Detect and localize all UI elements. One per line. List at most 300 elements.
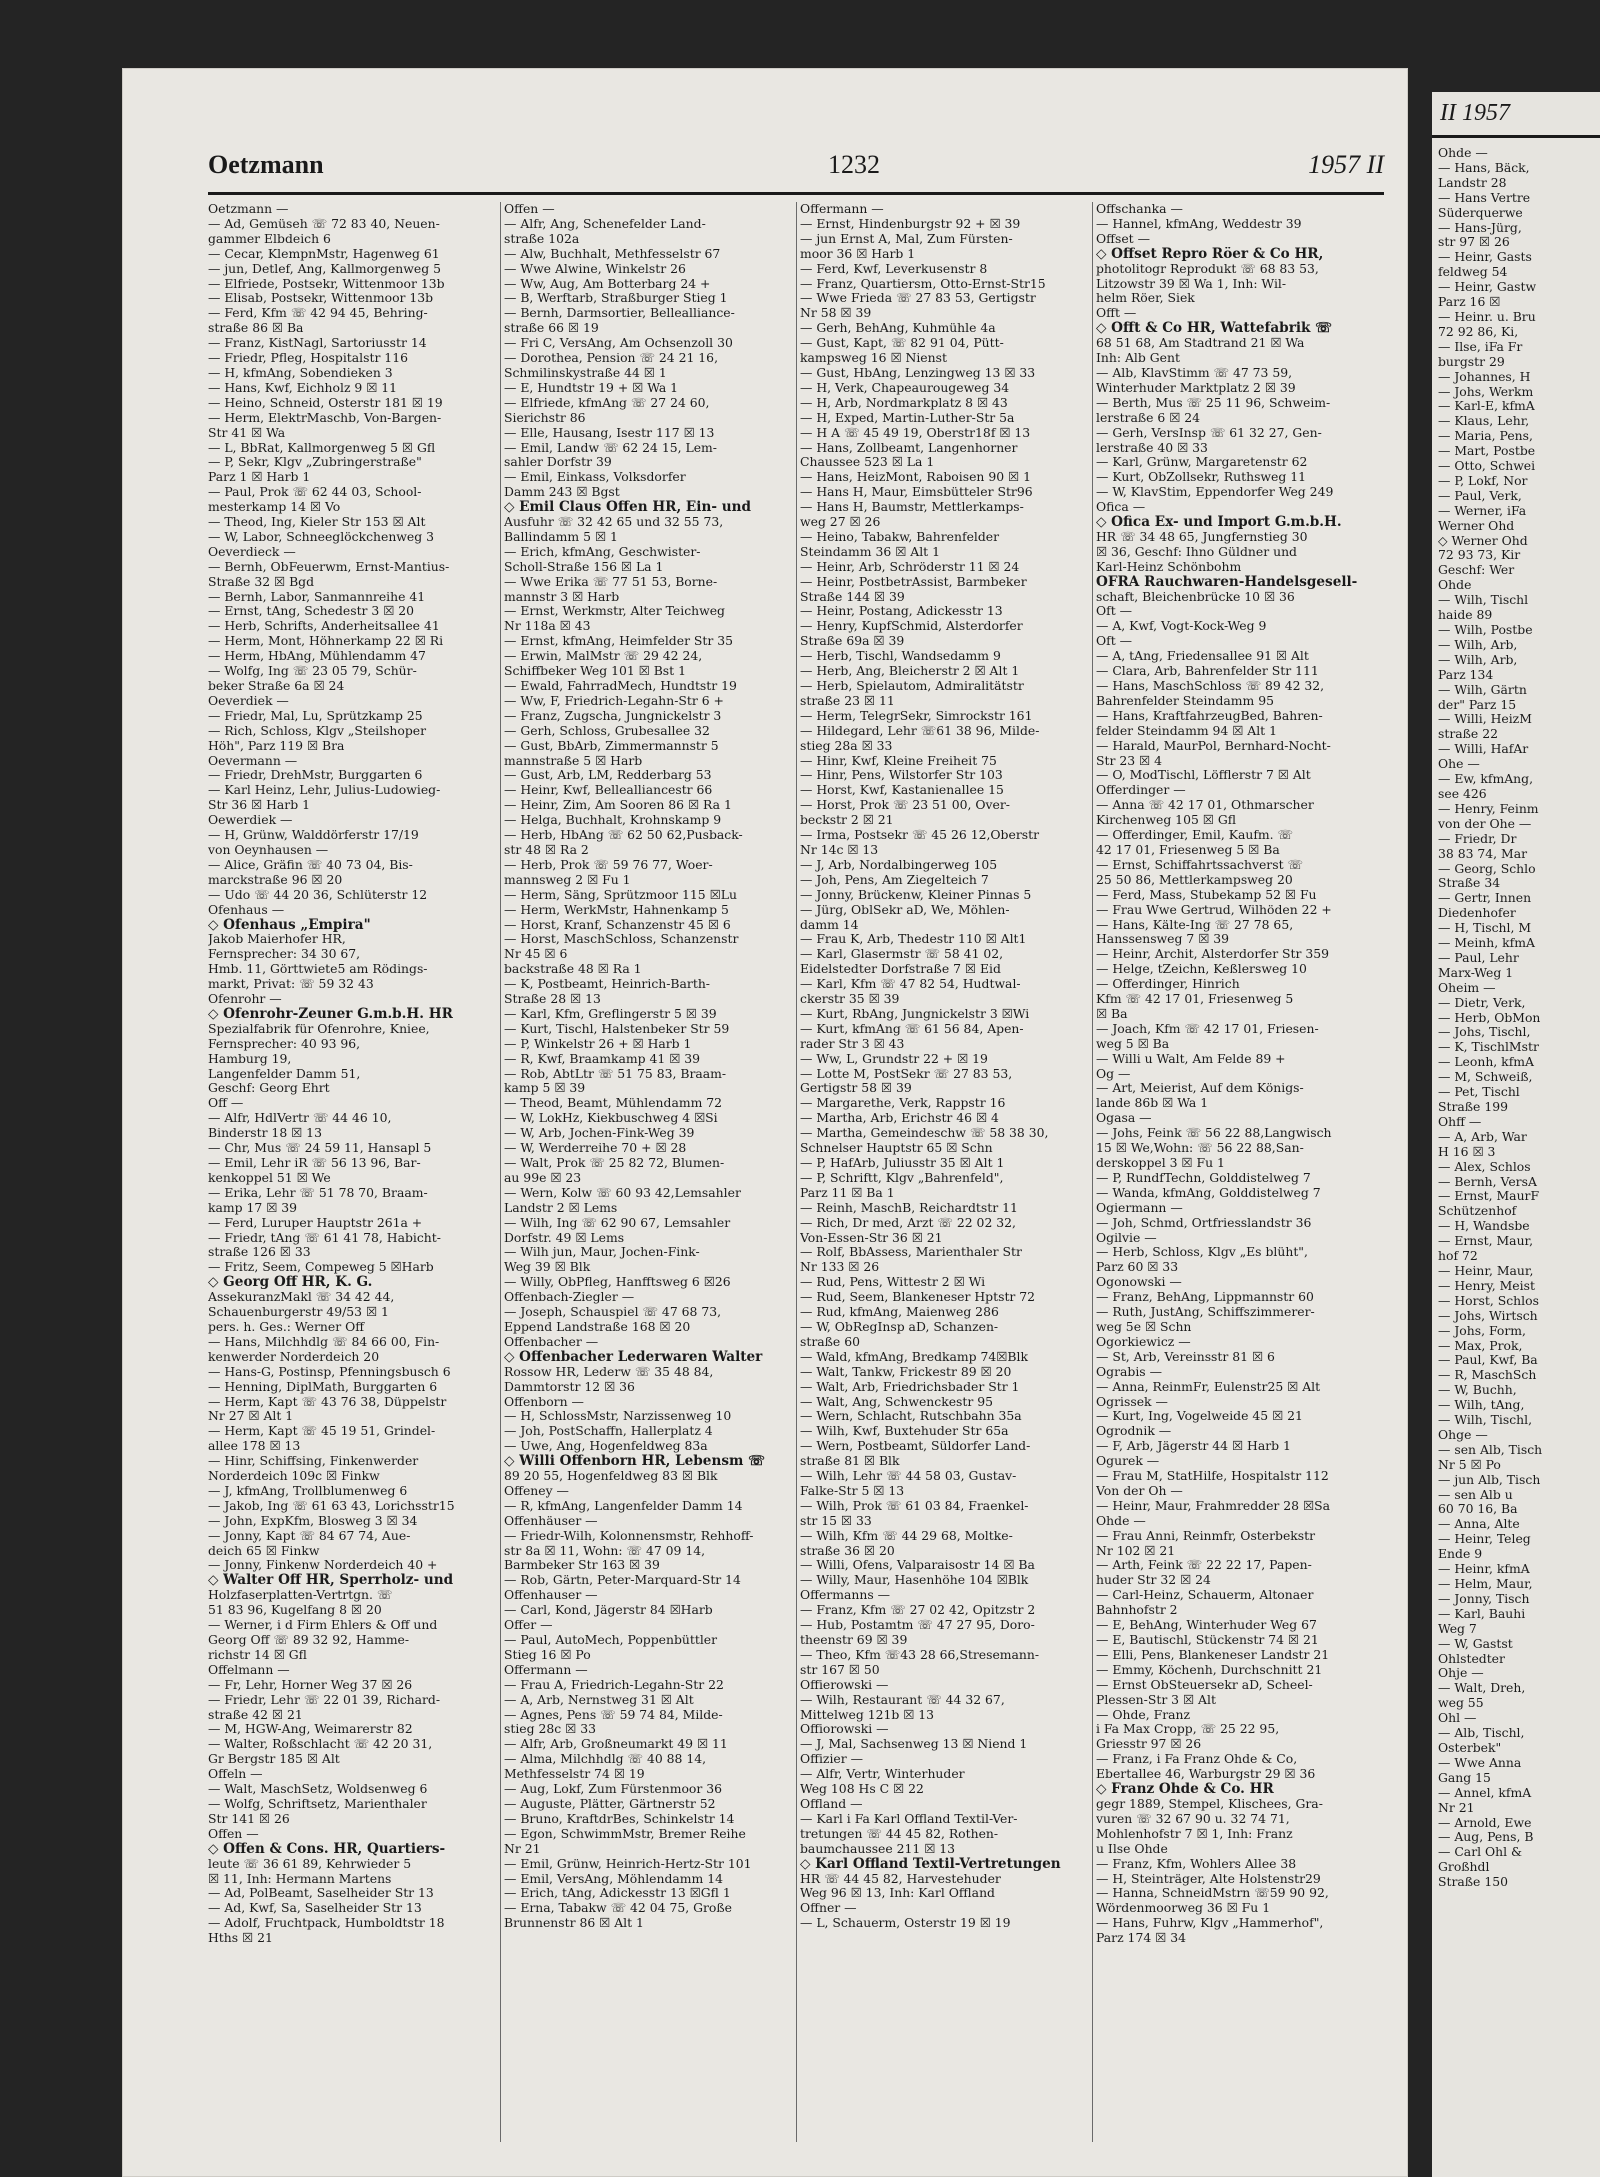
directory-entry: Schmilinskystraße 44 ☒ 1 xyxy=(504,365,667,380)
directory-entry: Plessen-Str 3 ☒ Alt xyxy=(1096,1692,1216,1707)
directory-entry: Parz 11 ☒ Ba 1 xyxy=(800,1185,895,1200)
directory-entry: — jun Ernst A, Mal, Zum Fürsten- xyxy=(800,231,1013,246)
next-page-entry: — Arnold, Ewe xyxy=(1438,1814,1532,1830)
directory-entry: — Herb, Schloss, Klgv „Es blüht", xyxy=(1096,1245,1308,1260)
next-page-entry: — Herb, ObMon xyxy=(1438,1009,1541,1025)
directory-entry: 25 50 86, Mettlerkampsweg 20 xyxy=(1096,872,1293,887)
directory-entry: Rossow HR, Lederw ☏ 35 48 84, xyxy=(504,1364,714,1379)
directory-entry: — Carl, Kond, Jägerstr 84 ☒Harb xyxy=(504,1603,713,1618)
directory-entry: — Franz, Kfm, Wohlers Allee 38 xyxy=(1096,1856,1297,1871)
directory-entry: vuren ☏ 32 67 90 u. 32 74 71, xyxy=(1096,1811,1290,1826)
directory-entry: — Offerdinger, Hinrich xyxy=(1096,977,1240,992)
next-page-entry: 72 92 86, Ki, xyxy=(1438,323,1519,339)
next-page-entry: — Heinr, Gasts xyxy=(1438,249,1532,265)
directory-entry: Off — xyxy=(208,1096,244,1111)
directory-entry: — Ferd, Luruper Hauptstr 261a + xyxy=(208,1215,423,1230)
directory-entry: richstr 14 ☒ Gfl xyxy=(208,1647,307,1662)
next-page-entry: — sen Alb u xyxy=(1438,1486,1513,1502)
directory-entry: — Emil, Grünw, Heinrich-Hertz-Str 101 xyxy=(504,1856,752,1871)
directory-entry: — H, SchlossMstr, Narzissenweg 10 xyxy=(504,1409,732,1424)
next-page-entry: str 97 ☒ 26 xyxy=(1438,234,1510,250)
directory-entry: — Hans, Milchhdlg ☏ 84 66 00, Fin- xyxy=(208,1334,440,1349)
directory-entry: straße 36 ☒ 20 xyxy=(800,1543,895,1558)
next-page-entry: — Henry, Meist xyxy=(1438,1277,1535,1293)
directory-entry: — Ernst, kfmAng, Heimfelder Str 35 xyxy=(504,634,734,649)
next-page-entry: — Alex, Schlos xyxy=(1438,1158,1531,1174)
column-3 xyxy=(800,202,1086,2162)
directory-entry: — Karl Heinz, Lehr, Julius-Ludowieg- xyxy=(208,783,441,798)
columns xyxy=(208,202,1384,2162)
next-page-entry: — Otto, Schwei xyxy=(1438,458,1536,474)
directory-entry: — Alb, KlavStimm ☏ 47 73 59, xyxy=(1096,365,1293,380)
directory-entry: 68 51 68, Am Stadtrand 21 ☒ Wa xyxy=(1096,336,1305,351)
directory-entry: — Wern, Kolw ☏ 60 93 42,Lemsahler xyxy=(504,1185,741,1200)
directory-entry: — Bruno, KraftdrBes, Schinkelstr 14 xyxy=(504,1811,735,1826)
next-page-entry: — Johs, Form, xyxy=(1438,1322,1526,1338)
directory-entry: — Jonny, Brückenw, Kleiner Pinnas 5 xyxy=(800,887,1032,902)
next-page-header: II 1957 xyxy=(1432,92,1600,138)
running-head-year: 1957 II xyxy=(1308,150,1384,179)
directory-entry: tretungen ☏ 44 45 82, Rothen- xyxy=(800,1826,999,1841)
directory-entry: — Rich, Schloss, Klgv „Steilshoper xyxy=(208,723,427,738)
directory-entry: — Margarethe, Verk, Rappstr 16 xyxy=(800,1096,1006,1111)
directory-entry: — Friedr, Lehr ☏ 22 01 39, Richard- xyxy=(208,1692,441,1707)
directory-entry: — J, Arb, Nordalbingerweg 105 xyxy=(800,857,998,872)
next-page-entry: Landstr 28 xyxy=(1438,174,1507,190)
directory-entry: — Heinr, Archit, Alsterdorfer Str 359 xyxy=(1096,947,1330,962)
directory-entry: — Hinr, Schiffsing, Finkenwerder xyxy=(208,1454,419,1469)
directory-entry: str 167 ☒ 50 xyxy=(800,1662,880,1677)
next-page-entry: — Werner, iFa xyxy=(1438,502,1527,518)
directory-entry: Oeverdiek — xyxy=(208,693,289,708)
directory-entry: — Dorothea, Pension ☏ 24 21 16, xyxy=(504,351,719,366)
next-page-entry: — Heinr, Gastw xyxy=(1438,279,1537,295)
directory-entry: — Uwe, Ang, Hogenfeldweg 83a xyxy=(504,1439,708,1454)
directory-entry: — Hans, Kwf, Eichholz 9 ☒ 11 xyxy=(208,380,398,395)
directory-entry: — Wwe Frieda ☏ 27 83 53, Gertigstr xyxy=(800,291,1036,306)
next-page-entry: Ende 9 xyxy=(1438,1546,1483,1562)
directory-entry: Offenhauser — xyxy=(504,1588,598,1603)
directory-entry: ◇ Ofenrohr-Zeuner G.m.b.H. HR xyxy=(208,1006,453,1022)
directory-entry: — R, kfmAng, Langenfelder Damm 14 xyxy=(504,1498,743,1513)
directory-entry: i Fa Max Cropp, ☏ 25 22 95, xyxy=(1096,1722,1280,1737)
directory-entry: Hanssensweg 7 ☒ 39 xyxy=(1096,932,1230,947)
next-page-entry: Ohde — xyxy=(1438,145,1488,160)
directory-entry: Offermanns — xyxy=(800,1588,891,1603)
directory-entry: — Ww, L, Grundstr 22 + ☒ 19 xyxy=(800,1051,988,1066)
directory-entry: — Helge, tZeichn, Keßlersweg 10 xyxy=(1096,962,1307,977)
directory-entry: weg 5e ☒ Schn xyxy=(1096,1319,1192,1334)
directory-entry: photolitogr Reprodukt ☏ 68 83 53, xyxy=(1096,261,1319,276)
directory-entry: — Kurt, ObZollsekr, Ruthsweg 11 xyxy=(1096,470,1306,485)
directory-entry: Damm 243 ☒ Bgst xyxy=(504,485,620,500)
directory-entry: — Walt, MaschSetz, Woldsenweg 6 xyxy=(208,1782,428,1797)
directory-entry: — Art, Meierist, Auf dem Königs- xyxy=(1096,1081,1304,1096)
directory-entry: mannstr 3 ☒ Harb xyxy=(504,589,620,604)
next-page-entry: Werner Ohd xyxy=(1438,517,1515,533)
directory-entry: — Frau Wwe Gertrud, Wilhöden 22 + xyxy=(1096,902,1332,917)
directory-entry: mannsweg 2 ☒ Fu 1 xyxy=(504,872,631,887)
directory-entry: Nr 102 ☒ 21 xyxy=(1096,1543,1176,1558)
next-page-entry: see 426 xyxy=(1438,785,1487,801)
directory-entry: 51 83 96, Kugelfang 8 ☒ 20 xyxy=(208,1603,382,1618)
directory-entry: — Ferd, Kfm ☏ 42 94 45, Behring- xyxy=(208,306,428,321)
directory-entry: — Walt, Arb, Friedrichsbader Str 1 xyxy=(800,1379,1020,1394)
directory-entry: ◇ Offt & Co HR, Wattefabrik ☏ xyxy=(1096,321,1333,337)
next-page-entry: — Walt, Dreh, xyxy=(1438,1680,1526,1696)
directory-entry: Eppend Landstraße 168 ☒ 20 xyxy=(504,1319,691,1334)
directory-entry: Bahrenfelder Steindamm 95 xyxy=(1096,693,1274,708)
directory-entry: — Herb, Schrifts, Anderheitsallee 41 xyxy=(208,619,440,634)
directory-entry: — Rud, Seem, Blankeneser Hptstr 72 xyxy=(800,1290,1036,1305)
directory-entry: — Hans H, Baumstr, Mettlerkamps- xyxy=(800,500,1024,515)
directory-entry: — Friedr, Mal, Lu, Sprützkamp 25 xyxy=(208,708,423,723)
directory-entry: — Horst, Kwf, Kastanienallee 15 xyxy=(800,783,1004,798)
directory-entry: — M, HGW-Ang, Weimarerstr 82 xyxy=(208,1722,413,1737)
directory-entry: Offizier — xyxy=(800,1752,863,1767)
directory-entry: — Erna, Tabakw ☏ 42 04 75, Große xyxy=(504,1901,732,1916)
directory-entry: Offt — xyxy=(1096,306,1137,321)
directory-entry: mannstraße 5 ☒ Harb xyxy=(504,753,643,768)
next-page-entry: — Heinr, kfmA xyxy=(1438,1561,1530,1577)
directory-entry: Offerdinger — xyxy=(1096,783,1186,798)
directory-entry: Falke-Str 5 ☒ 13 xyxy=(800,1483,905,1498)
next-page-entry: — Max, Prok, xyxy=(1438,1337,1523,1353)
directory-entry: — Johs, Feink ☏ 56 22 88,Langwisch xyxy=(1096,1126,1332,1141)
next-page-entry: — Heinr, Maur, xyxy=(1438,1262,1534,1278)
directory-entry: — Henning, DiplMath, Burggarten 6 xyxy=(208,1379,438,1394)
directory-entry: Von der Oh — xyxy=(1096,1483,1183,1498)
directory-entry: — Willi u Walt, Am Felde 89 + xyxy=(1096,1051,1286,1066)
next-page-entry: — Mart, Postbe xyxy=(1438,443,1536,459)
next-page-entry: — Paul, Lehr xyxy=(1438,949,1519,965)
next-page-entry: — Hans, Bäck, xyxy=(1438,159,1530,175)
directory-entry: Hths ☒ 21 xyxy=(208,1931,273,1946)
directory-entry: — Herb, Tischl, Wandsedamm 9 xyxy=(800,649,1001,664)
directory-entry: Schnelser Hauptstr 65 ☒ Schn xyxy=(800,1141,993,1156)
next-page-entry: — Karl-E, kfmA xyxy=(1438,398,1535,414)
directory-entry: — Gust, Arb, LM, Redderbarg 53 xyxy=(504,768,712,783)
directory-entry: — Henry, KupfSchmid, Alsterdorfer xyxy=(800,619,1023,634)
directory-entry: derskoppel 3 ☒ Fu 1 xyxy=(1096,1156,1225,1170)
directory-entry: — Frau Anni, Reinmfr, Osterbekstr xyxy=(1096,1528,1316,1543)
directory-entry: Nr 58 ☒ 39 xyxy=(800,306,872,321)
directory-entry: — Hans, HeizMont, Raboisen 90 ☒ 1 xyxy=(800,470,1031,485)
directory-entry: Kirchenweg 105 ☒ Gfl xyxy=(1096,813,1236,828)
directory-entry: Fernsprecher: 40 93 96, xyxy=(208,1036,361,1051)
directory-entry: — Fritz, Seem, Compeweg 5 ☒Harb xyxy=(208,1260,434,1275)
directory-entry: — Wwe Alwine, Winkelstr 26 xyxy=(504,261,686,276)
directory-entry: — John, ExpKfm, Blosweg 3 ☒ 34 xyxy=(208,1513,418,1528)
next-page-entry: Straße 34 xyxy=(1438,875,1501,891)
next-page-entry: — Wilh, Postbe xyxy=(1438,622,1533,637)
directory-entry: — Theo, Kfm ☏43 28 66,Stresemann- xyxy=(800,1647,1040,1662)
directory-entry: Sierichstr 86 xyxy=(504,410,586,425)
directory-entry: Offen — xyxy=(208,1826,259,1841)
directory-entry: Binderstr 18 ☒ 13 xyxy=(208,1126,322,1141)
next-page-entry: — Klaus, Lehr, xyxy=(1438,413,1530,429)
next-page-entry: Nr 21 xyxy=(1438,1799,1475,1815)
directory-entry: ◇ Karl Offland Textil-Vertretungen xyxy=(800,1856,1061,1872)
directory-entry: — Jonny, Kapt ☏ 84 67 74, Aue- xyxy=(208,1528,411,1543)
directory-entry: — Wern, Postbeamt, Süldorfer Land- xyxy=(800,1439,1031,1454)
directory-entry: — Hans-G, Postinsp, Pfenningsbusch 6 xyxy=(208,1364,451,1379)
directory-entry: — Ruth, JustAng, Schiffszimmerer- xyxy=(1096,1305,1315,1320)
directory-entry: — St, Arb, Vereinsstr 81 ☒ 6 xyxy=(1096,1349,1275,1364)
next-page-entry: — Hans Vertre xyxy=(1438,189,1531,205)
directory-entry: — Hans, Zollbeamt, Langenhorner xyxy=(800,440,1018,455)
directory-entry: Spezialfabrik für Ofenrohre, Kniee, xyxy=(208,1021,430,1036)
next-page-lines xyxy=(1432,146,1600,1890)
directory-entry: Og — xyxy=(1096,1066,1131,1081)
directory-entry: Offenbach-Ziegler — xyxy=(504,1290,635,1305)
directory-entry: Straße 144 ☒ 39 xyxy=(800,589,905,604)
directory-entry: — Gerh, BehAng, Kuhmühle 4a xyxy=(800,321,996,336)
next-page-entry: Straße 199 xyxy=(1438,1099,1508,1114)
next-page-entry: Gang 15 xyxy=(1438,1769,1491,1785)
directory-entry: felder Steindamm 94 ☒ Alt 1 xyxy=(1096,723,1277,738)
directory-entry: Parz 60 ☒ 33 xyxy=(1096,1260,1179,1275)
directory-entry: Str 141 ☒ 26 xyxy=(208,1811,290,1826)
directory-entry: — A, tAng, Friedensallee 91 ☒ Alt xyxy=(1096,649,1309,664)
directory-entry: — Joseph, Schauspiel ☏ 47 68 73, xyxy=(504,1305,722,1320)
directory-entry: — P, RundfTechn, Golddistelweg 7 xyxy=(1096,1170,1311,1185)
directory-entry: — Arth, Feink ☏ 22 22 17, Papen- xyxy=(1096,1558,1312,1573)
directory-entry: Ofenhaus — xyxy=(208,902,285,917)
directory-entry: — Alw, Buchhalt, Methfesselstr 67 xyxy=(504,246,721,261)
directory-entry: AssekuranzMakl ☏ 34 42 44, xyxy=(208,1290,395,1305)
directory-entry: — Aug, Lokf, Zum Fürstenmoor 36 xyxy=(504,1782,723,1797)
page-header xyxy=(208,150,1384,190)
directory-entry: — B, Werftarb, Straßburger Stieg 1 xyxy=(504,291,728,306)
directory-entry: — Heinr, Postang, Adickesstr 13 xyxy=(800,604,1003,619)
directory-entry: ◇ Walter Off HR, Sperrholz- und xyxy=(208,1573,454,1589)
directory-entry: — P, Schriftt, Klgv „Bahrenfeld", xyxy=(800,1170,1004,1185)
directory-entry: kampsweg 16 ☒ Nienst xyxy=(800,351,947,366)
directory-entry: Str 23 ☒ 4 xyxy=(1096,753,1162,768)
next-page-entry: — M, Schweiß, xyxy=(1438,1069,1533,1085)
directory-entry: Nr 21 xyxy=(504,1841,541,1856)
directory-entry: — Rob, Gärtn, Peter-Marquard-Str 14 xyxy=(504,1573,741,1588)
directory-entry: — Hans H, Maur, Eimsbütteler Str96 xyxy=(800,485,1033,500)
directory-entry: — Erich, kfmAng, Geschwister- xyxy=(504,544,701,559)
directory-entry: — W, ObRegInsp aD, Schanzen- xyxy=(800,1319,999,1334)
directory-entry: Bahnhofstr 2 xyxy=(1096,1603,1178,1618)
directory-entry: Inh: Alb Gent xyxy=(1096,351,1180,366)
directory-entry: — Friedr, tAng ☏ 61 41 78, Habicht- xyxy=(208,1230,441,1245)
next-page-entry: Parz 16 ☒ xyxy=(1438,294,1501,310)
directory-entry: — Alfr, Vertr, Winterhuder xyxy=(800,1767,965,1782)
directory-entry: — Hans, Kälte-Ing ☏ 27 78 65, xyxy=(1096,917,1294,932)
next-page-entry: — Johs, Werkm xyxy=(1438,383,1534,399)
directory-entry: — Ewald, FahrradMech, Hundtstr 19 xyxy=(504,679,737,693)
directory-entry: Landstr 2 ☒ Lems xyxy=(504,1200,618,1215)
directory-entry: Winterhuder Marktplatz 2 ☒ 39 xyxy=(1096,380,1296,395)
next-page-entry: — Helm, Maur, xyxy=(1438,1576,1533,1591)
next-page-entry: — Aug, Pens, B xyxy=(1438,1829,1534,1845)
directory-entry: — Hanna, SchneidMstrn ☏59 90 92, xyxy=(1096,1886,1329,1901)
directory-entry: Nr 118a ☒ 43 xyxy=(504,619,591,634)
directory-entry: Str 41 ☒ Wa xyxy=(208,425,286,440)
directory-entry: — Jonny, Finkenw Norderdeich 40 + xyxy=(208,1558,438,1573)
directory-entry: — Wilh, Kfm ☏ 44 29 68, Moltke- xyxy=(800,1528,1013,1543)
directory-entry: straße 86 ☒ Ba xyxy=(208,321,304,336)
next-page-entry: — Paul, Kwf, Ba xyxy=(1438,1352,1538,1368)
directory-entry: — Wald, kfmAng, Bredkamp 74☒Blk xyxy=(800,1349,1028,1364)
directory-entry: — Ernst, Werkmstr, Alter Teichweg xyxy=(504,604,725,619)
next-page-entry: burgstr 29 xyxy=(1438,353,1505,369)
directory-entry: — Willy, Maur, Hasenhöhe 104 ☒Blk xyxy=(800,1573,1029,1588)
directory-entry: — Theod, Beamt, Mühlendamm 72 xyxy=(504,1096,723,1111)
directory-entry: — Reinh, MaschB, Reichardtstr 11 xyxy=(800,1200,1018,1215)
directory-entry: — Walt, Prok ☏ 25 82 72, Blumen- xyxy=(504,1156,725,1170)
next-page-entry: Nr 5 ☒ Po xyxy=(1438,1456,1501,1472)
directory-entry: — Hans, MaschSchloss ☏ 89 42 32, xyxy=(1096,679,1325,693)
next-page-entry: — Willi, HafAr xyxy=(1438,741,1529,757)
directory-entry: str 15 ☒ 33 xyxy=(800,1513,872,1528)
directory-entry: — Karl, Grünw, Margaretenstr 62 xyxy=(1096,455,1308,470)
next-page-entry: — Wilh, Gärtn xyxy=(1438,681,1527,697)
next-page-entry: — Karl, Bauhi xyxy=(1438,1605,1526,1621)
directory-entry: Stieg 16 ☒ Po xyxy=(504,1647,591,1662)
directory-entry: — Emil, Landw ☏ 62 24 15, Lem- xyxy=(504,440,717,455)
next-page-entry: hof 72 xyxy=(1438,1248,1478,1264)
directory-entry: — Paul, AutoMech, Poppenbüttler xyxy=(504,1633,718,1647)
directory-entry: — H, Exped, Martin-Luther-Str 5a xyxy=(800,410,1015,425)
directory-entry: Parz 174 ☒ 34 xyxy=(1096,1931,1186,1946)
next-page-entry: — R, MaschSch xyxy=(1438,1367,1537,1383)
directory-entry: — Herm, Mont, Höhnerkamp 22 ☒ Ri xyxy=(208,634,444,649)
directory-entry: beckstr 2 ☒ 21 xyxy=(800,813,894,828)
next-page-entry: — A, Arb, War xyxy=(1438,1128,1527,1144)
directory-entry: — Wanda, kfmAng, Golddistelweg 7 xyxy=(1096,1185,1321,1200)
next-page-entry: — Ilse, iFa Fr xyxy=(1438,338,1523,354)
directory-entry: Ofica — xyxy=(1096,500,1146,515)
next-page-entry: 38 83 74, Mar xyxy=(1438,845,1528,861)
directory-entry: Ogorkiewicz — xyxy=(1096,1334,1191,1349)
directory-entry: — Emmy, Köchenh, Durchschnitt 21 xyxy=(1096,1662,1323,1677)
directory-entry: — Rolf, BbAssess, Marienthaler Str xyxy=(800,1245,1022,1260)
next-page-entry: — H, Wandsbe xyxy=(1438,1218,1530,1234)
directory-entry: — R, Kwf, Braamkamp 41 ☒ 39 xyxy=(504,1051,701,1066)
directory-entry: pers. h. Ges.: Werner Off xyxy=(208,1319,365,1334)
directory-entry: Fernsprecher: 34 30 67, xyxy=(208,947,361,962)
directory-entry: — Wilh, Lehr ☏ 44 58 03, Gustav- xyxy=(800,1469,1017,1484)
directory-entry: — Jürg, OblSekr aD, We, Möhlen- xyxy=(800,902,1010,917)
next-page-entry: Ohje — xyxy=(1438,1665,1484,1681)
directory-entry: — Friedr, Pfleg, Hospitalstr 116 xyxy=(208,351,408,366)
next-page-entry: — Wwe Anna xyxy=(1438,1754,1522,1770)
directory-entry: Offenhäuser — xyxy=(504,1513,598,1528)
directory-entry: — Herm, Kapt ☏ 45 19 51, Grindel- xyxy=(208,1424,436,1439)
directory-entry: ckerstr 35 ☒ 39 xyxy=(800,992,900,1007)
directory-entry: — Kurt, Tischl, Halstenbeker Str 59 xyxy=(504,1021,730,1036)
directory-entry: — Fri C, VersAng, Am Ochsenzoll 30 xyxy=(504,336,733,351)
next-page-entry: ◇ Werner Ohd xyxy=(1438,532,1528,548)
directory-entry: Holzfaserplatten-Vertrtgn. ☏ xyxy=(208,1588,393,1603)
next-page-entry: Ohde xyxy=(1438,577,1472,593)
directory-entry: lande 86b ☒ Wa 1 xyxy=(1096,1096,1209,1111)
directory-entry: — Emil, Einkass, Volksdorfer xyxy=(504,470,686,485)
directory-entry: — Martha, Arb, Erichstr 46 ☒ 4 xyxy=(800,1111,999,1126)
directory-entry: — Ernst, tAng, Schedestr 3 ☒ 20 xyxy=(208,604,415,619)
next-page-entry: Ohge — xyxy=(1438,1426,1488,1442)
next-page-entry: Straße 150 xyxy=(1438,1874,1508,1890)
column-4 xyxy=(1096,202,1382,2162)
directory-entry: Weg 108 Hs C ☒ 22 xyxy=(800,1782,924,1797)
directory-entry: — Gerh, VersInsp ☏ 61 32 27, Gen- xyxy=(1096,425,1322,440)
directory-entry: — Alfr, Ang, Schenefelder Land- xyxy=(504,216,706,231)
directory-entry: Oetzmann — xyxy=(208,202,289,216)
directory-entry: — J, kfmAng, Trollblumenweg 6 xyxy=(208,1483,408,1498)
directory-entry: Ogurek — xyxy=(1096,1454,1160,1469)
directory-entry: Straße 32 ☒ Bgd xyxy=(208,574,315,589)
directory-entry: Dorfstr. 49 ☒ Lems xyxy=(504,1230,625,1245)
directory-entry: — Herm, ElektrMaschb, Von-Bargen- xyxy=(208,410,442,425)
directory-entry: — Friedr, DrehMstr, Burggarten 6 xyxy=(208,768,423,783)
next-page-entry: Ohe — xyxy=(1438,756,1480,772)
directory-entry: Geschf: Georg Ehrt xyxy=(208,1081,330,1096)
directory-entry: — Emil, VersAng, Möhlendamm 14 xyxy=(504,1871,724,1886)
directory-entry: allee 178 ☒ 13 xyxy=(208,1439,301,1454)
directory-entry: — Elfriede, kfmAng ☏ 27 24 60, xyxy=(504,395,710,410)
directory-entry: kamp 17 ☒ 39 xyxy=(208,1200,298,1215)
directory-entry: — A, Kwf, Vogt-Kock-Weg 9 xyxy=(1096,619,1267,634)
directory-entry: au 99e ☒ 23 xyxy=(504,1170,582,1185)
directory-entry: — W, Labor, Schneeglöckchenweg 3 xyxy=(208,529,434,544)
next-page-entry: — sen Alb, Tisch xyxy=(1438,1441,1543,1457)
next-page-entry: — Pet, Tischl xyxy=(1438,1084,1520,1100)
directory-entry: — Hans, KraftfahrzeugBed, Bahren- xyxy=(1096,708,1323,723)
next-page-entry: — Hans-Jürg, xyxy=(1438,219,1522,235)
next-page-entry: — Horst, Schlos xyxy=(1438,1292,1539,1308)
next-page-entry: von der Ohe — xyxy=(1438,815,1532,831)
next-page-entry: Ohlstedter xyxy=(1438,1650,1505,1666)
directory-entry: Offermann — xyxy=(800,202,884,216)
directory-entry: weg 5 ☒ Ba xyxy=(1096,1036,1170,1051)
directory-entry: — Karl i Fa Karl Offland Textil-Ver- xyxy=(800,1811,1018,1826)
directory-entry: ◇ Offenbacher Lederwaren Walter xyxy=(504,1349,763,1365)
directory-entry: — H, Grünw, Walddörferstr 17/19 xyxy=(208,828,419,843)
directory-entry: — Walter, Roßschlacht ☏ 42 20 31, xyxy=(208,1737,433,1752)
directory-entry: — Hans, Fuhrw, Klgv „Hammerhof", xyxy=(1096,1916,1324,1931)
directory-entry: — Elfriede, Postsekr, Wittenmoor 13b xyxy=(208,276,445,291)
directory-entry: Karl-Heinz Schönbohm xyxy=(1096,559,1242,574)
directory-entry: — Erwin, MalMstr ☏ 29 42 24, xyxy=(504,649,703,664)
directory-entry: — Emil, Lehr iR ☏ 56 13 96, Bar- xyxy=(208,1156,421,1170)
directory-entry: HR ☏ 44 45 82, Harvestehuder xyxy=(800,1871,1001,1886)
directory-entry: Offeln — xyxy=(208,1767,263,1782)
directory-entry: Georg Off ☏ 89 32 92, Hamme- xyxy=(208,1633,410,1647)
directory-entry: — L, BbRat, Kallmorgenweg 5 ☒ Gfl xyxy=(208,440,436,455)
directory-entry: ◇ Offen & Cons. HR, Quartiers- xyxy=(208,1841,446,1857)
directory-entry: — Kurt, Ing, Vogelweide 45 ☒ 21 xyxy=(1096,1409,1303,1424)
header-rule xyxy=(208,192,1384,195)
directory-entry: — Egon, SchwimmMstr, Bremer Reihe xyxy=(504,1826,746,1841)
directory-entry: straße 23 ☒ 11 xyxy=(800,693,895,708)
next-page-entry: — Johs, Wirtsch xyxy=(1438,1307,1538,1323)
directory-entry: — Rich, Dr med, Arzt ☏ 22 02 32, xyxy=(800,1215,1016,1230)
directory-entry: moor 36 ☒ Harb 1 xyxy=(800,246,916,261)
directory-entry: Offiorowski — xyxy=(800,1722,889,1737)
directory-entry: Wördenmoorweg 36 ☒ Fu 1 xyxy=(1096,1901,1271,1916)
directory-entry: — Gerh, Schloss, Grubesallee 32 xyxy=(504,723,710,738)
directory-entry: — Ad, Gemüseh ☏ 72 83 40, Neuen- xyxy=(208,216,440,231)
next-page-entry: Geschf: Wer xyxy=(1438,562,1515,578)
directory-entry: — J, Mal, Sachsenweg 13 ☒ Niend 1 xyxy=(800,1737,1028,1752)
directory-entry: Mohlenhofstr 7 ☒ 1, Inh: Franz xyxy=(1096,1826,1293,1841)
directory-entry: — Adolf, Fruchtpack, Humboldtstr 18 xyxy=(208,1916,445,1931)
